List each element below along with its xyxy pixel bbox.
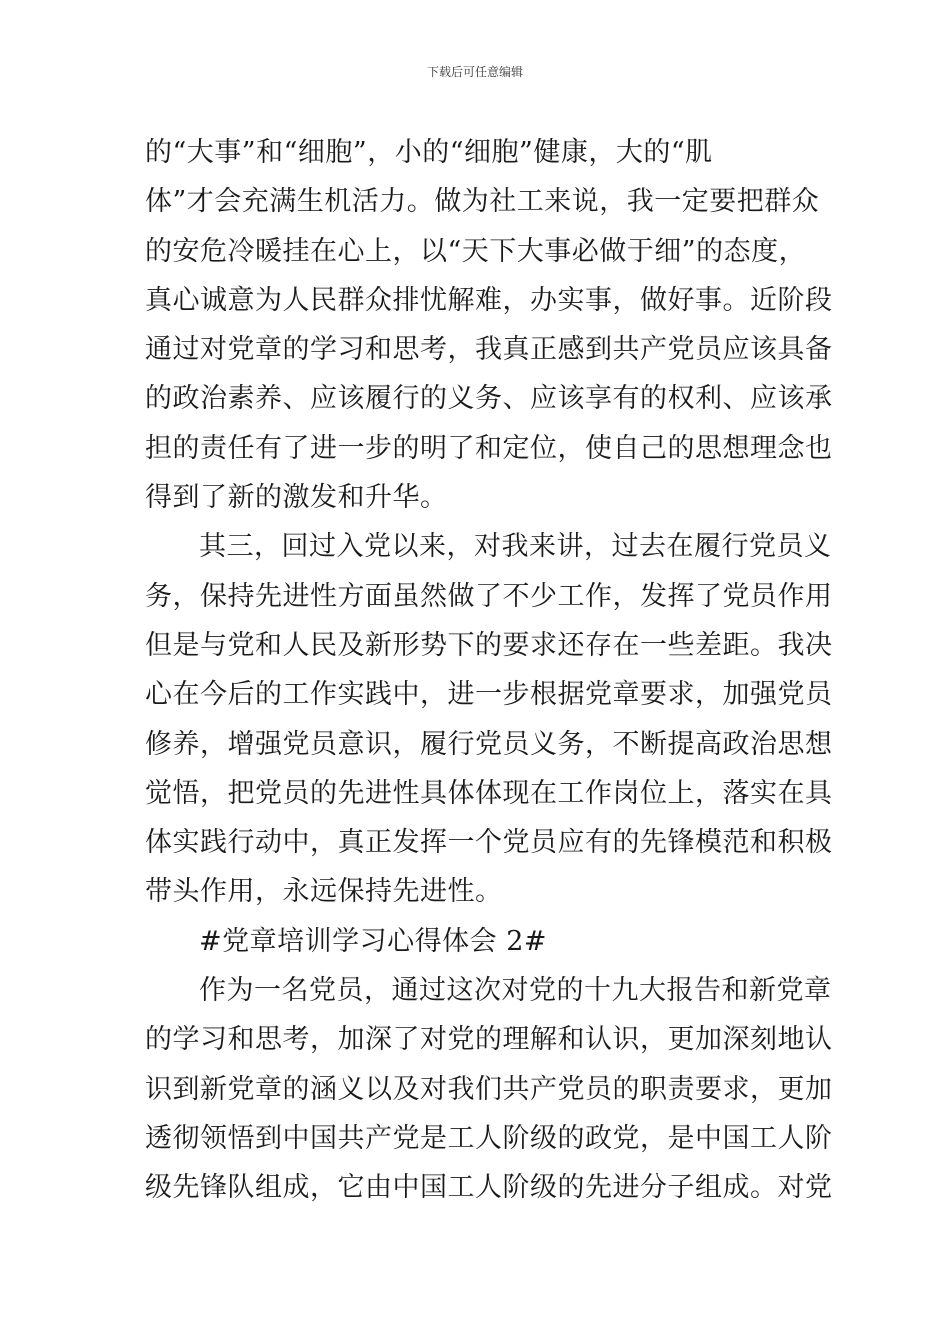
- text-line: 得到了新的激发和升华。: [145, 482, 448, 514]
- text-line: 觉悟，把党员的先进性具体体现在工作岗位上，落实在具: [145, 777, 833, 809]
- text-line: 透彻领悟到中国共产党是工人阶级的政党，是中国工人阶: [145, 1122, 833, 1154]
- text-line: 但是与党和人民及新形势下的要求还存在一些差距。我决: [145, 629, 833, 661]
- text-line: 的安危冷暖挂在心上，以“天下大事必做于细”的态度，: [145, 235, 807, 267]
- text-line: 体”才会充满生机活力。做为社工来说，我一定要把群众: [145, 186, 820, 218]
- text-line: 务，保持先进性方面虽然做了不少工作，发挥了党员作用: [145, 580, 833, 612]
- text-line: 真心诚意为人民群众排忧解难，办实事，做好事。近阶段: [145, 284, 833, 316]
- text-line: 级先锋队组成，它由中国工人阶级的先进分子组成。对党: [145, 1172, 833, 1204]
- text-line: 的“大事”和“细胞”，小的“细胞”健康，大的“肌: [145, 137, 713, 168]
- text-line: 识到新党章的涵义以及对我们共产党员的职责要求，更加: [145, 1073, 833, 1105]
- text-line: 其三，回过入党以来，对我来讲，过去在履行党员义: [199, 531, 832, 563]
- text-line: 的学习和思考，加深了对党的理解和认识，更加深刻地认: [145, 1024, 833, 1056]
- page-header: 下载后可任意编辑: [426, 65, 523, 79]
- text-line: 带头作用，永远保持先进性。: [145, 876, 503, 908]
- text-line: 的政治素养、应该履行的义务、应该享有的权利、应该承: [145, 383, 833, 415]
- text-line: 担的责任有了进一步的明了和定位，使自己的思想理念也: [145, 432, 833, 464]
- text-line: 体实践行动中，真正发挥一个党员应有的先锋模范和积极: [145, 827, 833, 859]
- text-line: 心在今后的工作实践中，进一步根据党章要求，加强党员: [145, 679, 833, 711]
- text-line: 修养，增强党员意识，履行党员义务，不断提高政治思想: [145, 728, 833, 760]
- text-line: #党章培训学习心得体会 2#: [199, 925, 548, 957]
- text-line: 作为一名党员，通过这次对党的十九大报告和新党章: [199, 975, 832, 1007]
- document-body: [145, 128, 833, 1213]
- text-line: 通过对党章的学习和思考，我真正感到共产党员应该具备: [145, 334, 833, 366]
